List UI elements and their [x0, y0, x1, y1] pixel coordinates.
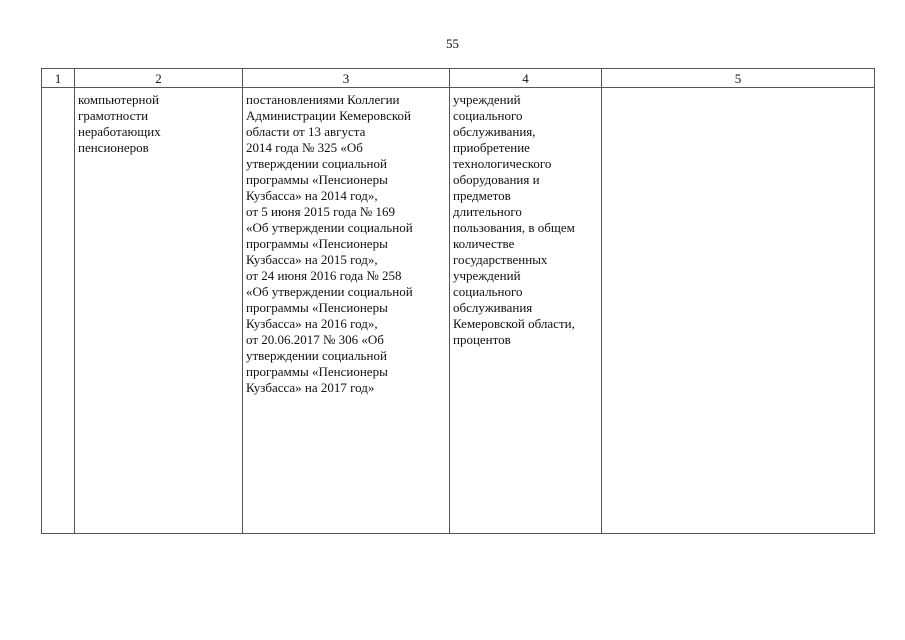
- cell-text-line: социального: [453, 108, 523, 123]
- cell-text-line: от 24 июня 2016 года № 258: [246, 268, 402, 283]
- cell-text-line: грамотности: [78, 108, 149, 123]
- cell-text-line: Администрации Кемеровской: [246, 108, 411, 123]
- cell-text-line: «Об утверждении социальной: [246, 220, 413, 235]
- document-table: [41, 68, 875, 534]
- cell-col-1: [42, 88, 75, 534]
- cell-text-line: оборудования и: [453, 172, 540, 187]
- cell-text-line: государственных: [453, 252, 548, 267]
- cell-text-line: пенсионеров: [78, 140, 149, 155]
- cell-text-line: количестве: [453, 236, 515, 251]
- cell-text-line: длительного: [453, 204, 522, 219]
- cell-text-line: Кузбасса» на 2015 год»,: [246, 252, 378, 267]
- cell-text-line: программы «Пенсионеры: [246, 236, 388, 251]
- cell-text-line: учреждений: [453, 268, 521, 283]
- cell-text-line: от 20.06.2017 № 306 «Об: [246, 332, 384, 347]
- cell-text-line: Кемеровской области,: [453, 316, 575, 331]
- cell-text-line: социального: [453, 284, 523, 299]
- cell-text-line: компьютерной: [78, 92, 159, 107]
- cell-col-3: [243, 88, 450, 534]
- cell-text-line: приобретение: [453, 140, 530, 155]
- cell-text-line: учреждений: [453, 92, 521, 107]
- table-header-row: [42, 69, 875, 88]
- cell-col-2: [75, 88, 243, 534]
- cell-col-4: [450, 88, 602, 534]
- cell-text-line: неработающих: [78, 124, 161, 139]
- cell-text-line: постановлениями Коллегии: [246, 92, 400, 107]
- cell-text-line: программы «Пенсионеры: [246, 364, 388, 379]
- cell-text-line: «Об утверждении социальной: [246, 284, 413, 299]
- cell-text-line: программы «Пенсионеры: [246, 172, 388, 187]
- cell-col-5: [602, 88, 875, 534]
- cell-text-line: утверждении социальной: [246, 348, 387, 363]
- cell-text-line: Кузбасса» на 2017 год»: [246, 380, 375, 395]
- cell-text-line: обслуживания,: [453, 124, 536, 139]
- header-col-3: 3: [243, 69, 450, 88]
- cell-text-line: предметов: [453, 188, 511, 203]
- cell-text-line: технологического: [453, 156, 552, 171]
- page-number: 55: [446, 36, 459, 51]
- cell-text-line: процентов: [453, 332, 511, 347]
- cell-text-line: Кузбасса» на 2014 год»,: [246, 188, 378, 203]
- cell-text-line: программы «Пенсионеры: [246, 300, 388, 315]
- cell-text-line: пользования, в общем: [453, 220, 575, 235]
- cell-text-line: 2014 года № 325 «Об: [246, 140, 363, 155]
- cell-text-line: обслуживания: [453, 300, 533, 315]
- cell-text-line: от 5 июня 2015 года № 169: [246, 204, 396, 219]
- header-col-1: 1: [42, 69, 75, 88]
- table-row: [42, 88, 875, 534]
- cell-text-line: Кузбасса» на 2016 год»,: [246, 316, 378, 331]
- header-col-2: 2: [75, 69, 243, 88]
- cell-text-line: утверждении социальной: [246, 156, 387, 171]
- cell-text-line: области от 13 августа: [246, 124, 366, 139]
- header-col-5: 5: [602, 69, 875, 88]
- header-col-4: 4: [450, 69, 602, 88]
